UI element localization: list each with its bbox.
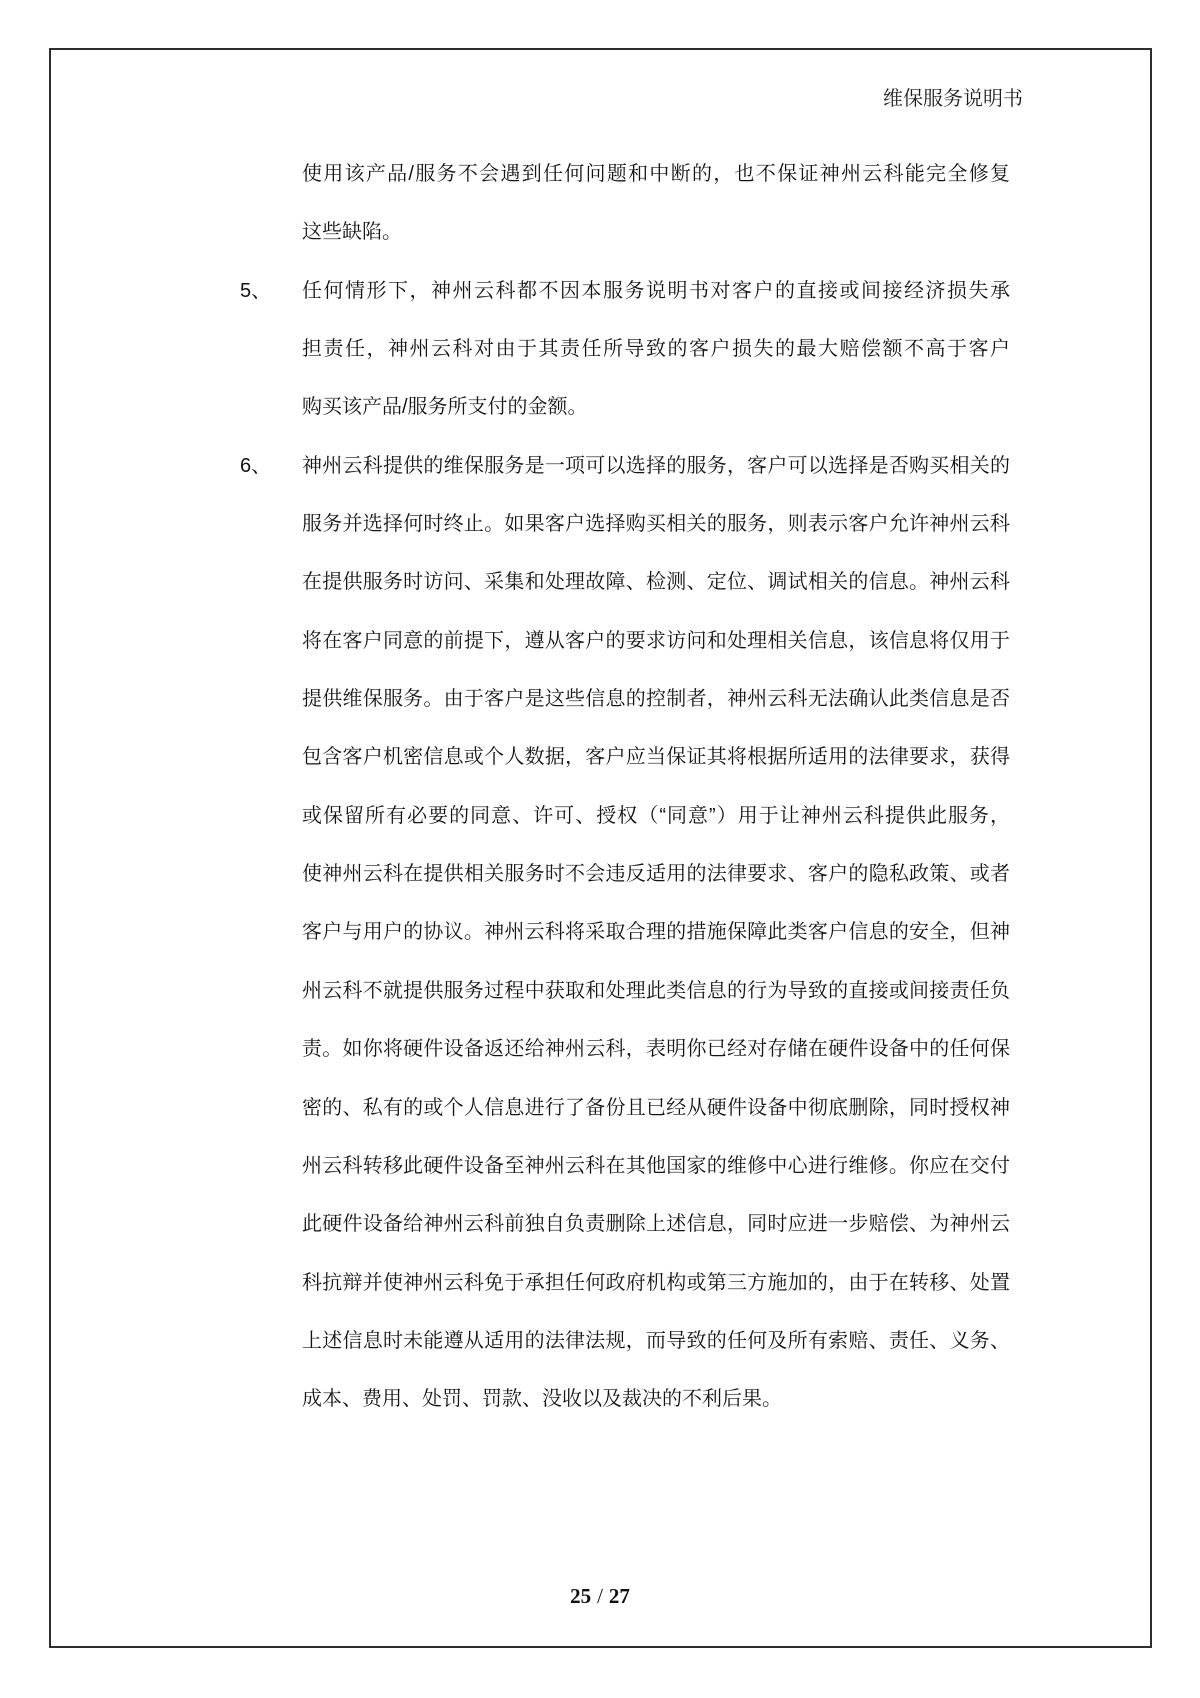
text-line [302,1079,1010,1137]
text-line [302,845,1010,903]
text-line [302,378,1010,436]
list-item-number: 6、 [240,454,272,477]
list-item-number: 5、 [240,279,272,302]
text-line [302,670,1010,728]
text-line [302,320,1010,378]
text-line [302,1312,1010,1370]
text-line [302,145,1010,203]
text-line [302,728,1010,786]
text-line [302,962,1010,1020]
document-body [240,145,1010,1429]
text-line [302,553,1010,611]
text-line-content: 使神州云科在提供相关服务时不会违反适用的法律要求、客户的隐私政策、或者 [302,863,1010,886]
text-line-content: 在提供服务时访问、采集和处理故障、检测、定位、调试相关的信息。神州云科 [302,571,1010,594]
page-separator: / [597,1584,603,1608]
text-line [302,1137,1010,1195]
text-line-content: 神州云科提供的维保服务是一项可以选择的服务，客户可以选择是否购买相关的 [302,454,1010,477]
text-line-content: 责。如你将硬件设备返还给神州云科，表明你已经对存储在硬件设备中的任何保 [302,1038,1010,1061]
text-line [302,612,1010,670]
footer-page-indicator [0,1584,1200,1609]
text-line-content: 担责任，神州云科对由于其责任所导致的客户损失的最大赔偿额不高于客户 [302,338,1010,361]
text-line-content: 州云科不就提供服务过程中获取和处理此类信息的行为导致的直接或间接责任负 [302,979,1010,1002]
text-line-content: 购买该产品/服务所支付的金额。 [302,396,588,419]
text-line-content: 州云科转移此硬件设备至神州云科在其他国家的维修中心进行维修。你应在交付 [302,1154,1010,1177]
current-page-number: 25 [570,1584,592,1608]
text-line-content: 客户与用户的协议。神州云科将采取合理的措施保障此类客户信息的安全，但神 [302,921,1010,944]
total-page-number: 27 [608,1584,630,1608]
text-line-content: 科抗辩并使神州云科免于承担任何政府机构或第三方施加的，由于在转移、处置 [302,1271,1010,1294]
text-line [302,495,1010,553]
text-line [240,262,1010,320]
text-line [302,1020,1010,1078]
text-line-content: 密的、私有的或个人信息进行了备份且已经从硬件设备中彻底删除，同时授权神 [302,1096,1010,1119]
text-line [302,787,1010,845]
text-line-content: 上述信息时未能遵从适用的法律法规，而导致的任何及所有索赔、责任、义务、 [302,1329,1010,1352]
text-line-content: 包含客户机密信息或个人数据，客户应当保证其将根据所适用的法律要求，获得 [302,746,1010,769]
text-line-content: 这些缺陷。 [302,221,402,244]
text-line [302,1254,1010,1312]
text-line [302,903,1010,961]
text-line-content: 将在客户同意的前提下，遵从客户的要求访问和处理相关信息，该信息将仅用于 [302,629,1010,652]
text-line-content: 提供维保服务。由于客户是这些信息的控制者，神州云科无法确认此类信息是否 [302,688,1010,711]
text-line-content: 任何情形下，神州云科都不因本服务说明书对客户的直接或间接经济损失承 [302,279,1010,302]
text-line [240,437,1010,495]
text-line [302,1195,1010,1253]
text-line-content: 此硬件设备给神州云科前独自负责删除上述信息，同时应进一步赔偿、为神州云 [302,1213,1010,1236]
text-line-content: 成本、费用、处罚、罚款、没收以及裁决的不利后果。 [302,1388,782,1411]
text-line [302,1370,1010,1428]
text-line-content: 使用该产品/服务不会遇到任何问题和中断的，也不保证神州云科能完全修复 [302,163,1010,185]
header-title: 维保服务说明书 [883,88,1023,110]
text-line [302,203,1010,261]
text-line-content: 或保留所有必要的同意、许可、授权（“同意”）用于让神州云科提供此服务， [302,804,1010,827]
text-line-content: 服务并选择何时终止。如果客户选择购买相关的服务，则表示客户允许神州云科 [302,513,1010,536]
